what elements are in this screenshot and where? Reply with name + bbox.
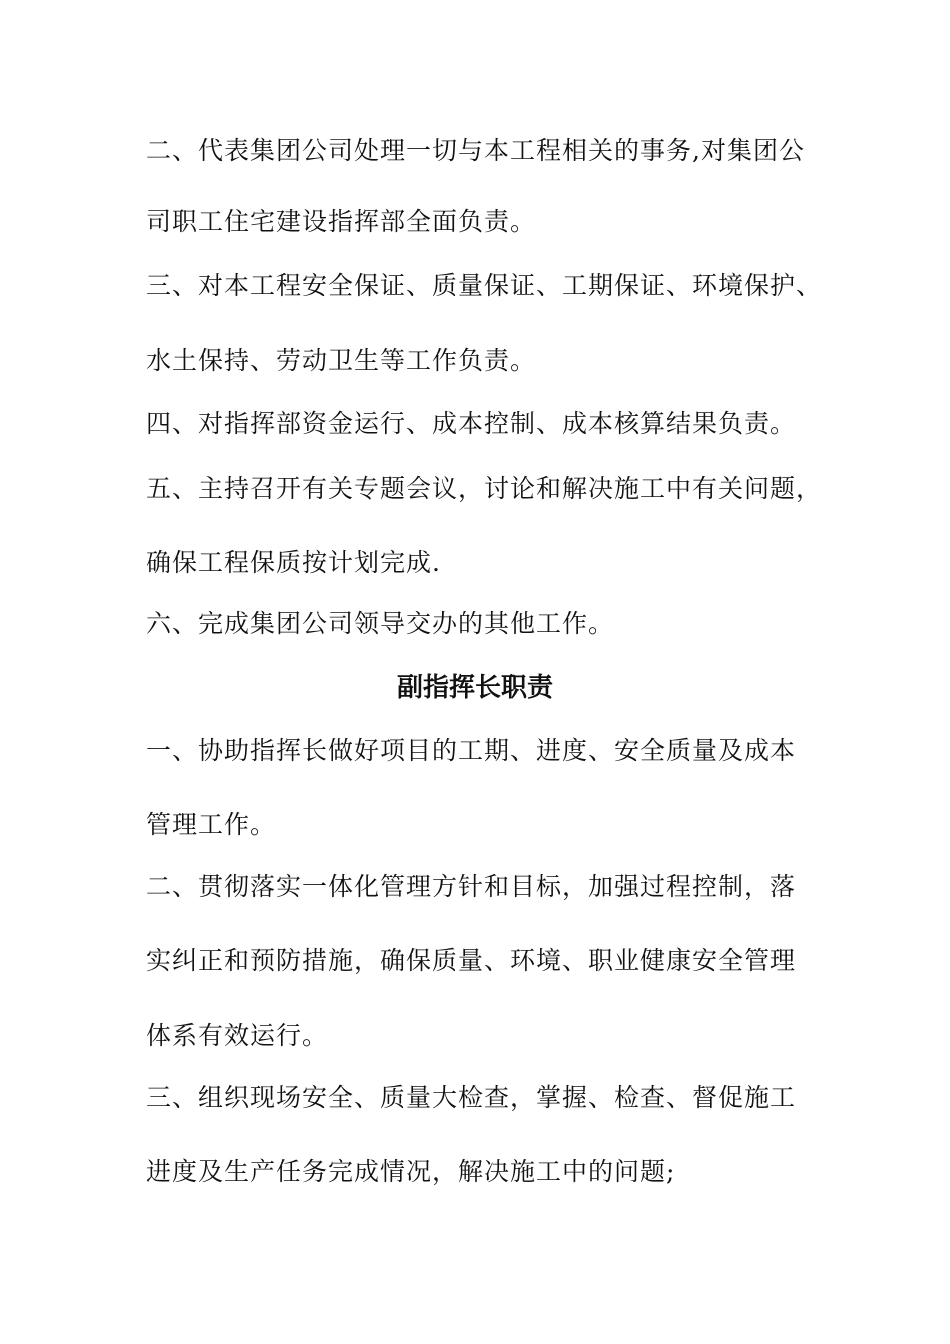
text-line: 六、完成集团公司领导交办的其他工作。 [146,609,615,638]
text-line: 实纠正和预防措施，确保质量、环境、职业健康安全管理 [146,946,797,975]
text-line: 一、协助指挥长做好项目的工期、进度、安全质量及成本 [146,736,797,765]
section-heading: 副指挥长职责 [396,673,553,703]
text-line: 体系有效运行。 [146,1021,329,1050]
text-line: 四、对指挥部资金运行、成本控制、成本核算结果负责。 [146,409,797,438]
text-line: 三、组织现场安全、质量大检查，掌握、检查、督促施工 [146,1083,797,1112]
text-line: 司职工住宅建设指挥部全面负责。 [146,207,537,236]
text-line: 五、主持召开有关专题会议，讨论和解决施工中有关问题， [146,474,823,503]
text-line: 确保工程保质按计划完成. [146,548,441,577]
text-line: 管理工作。 [146,810,277,839]
text-line: 二、代表集团公司处理一切与本工程相关的事务,对集团公 [146,136,805,165]
text-line: 二、贯彻落实一体化管理方针和目标，加强过程控制，落 [146,872,797,901]
text-line: 进度及生产任务完成情况，解决施工中的问题; [146,1157,676,1186]
text-line: 水土保持、劳动卫生等工作负责。 [146,346,537,375]
text-line: 三、对本工程安全保证、质量保证、工期保证、环境保护、 [146,271,823,300]
